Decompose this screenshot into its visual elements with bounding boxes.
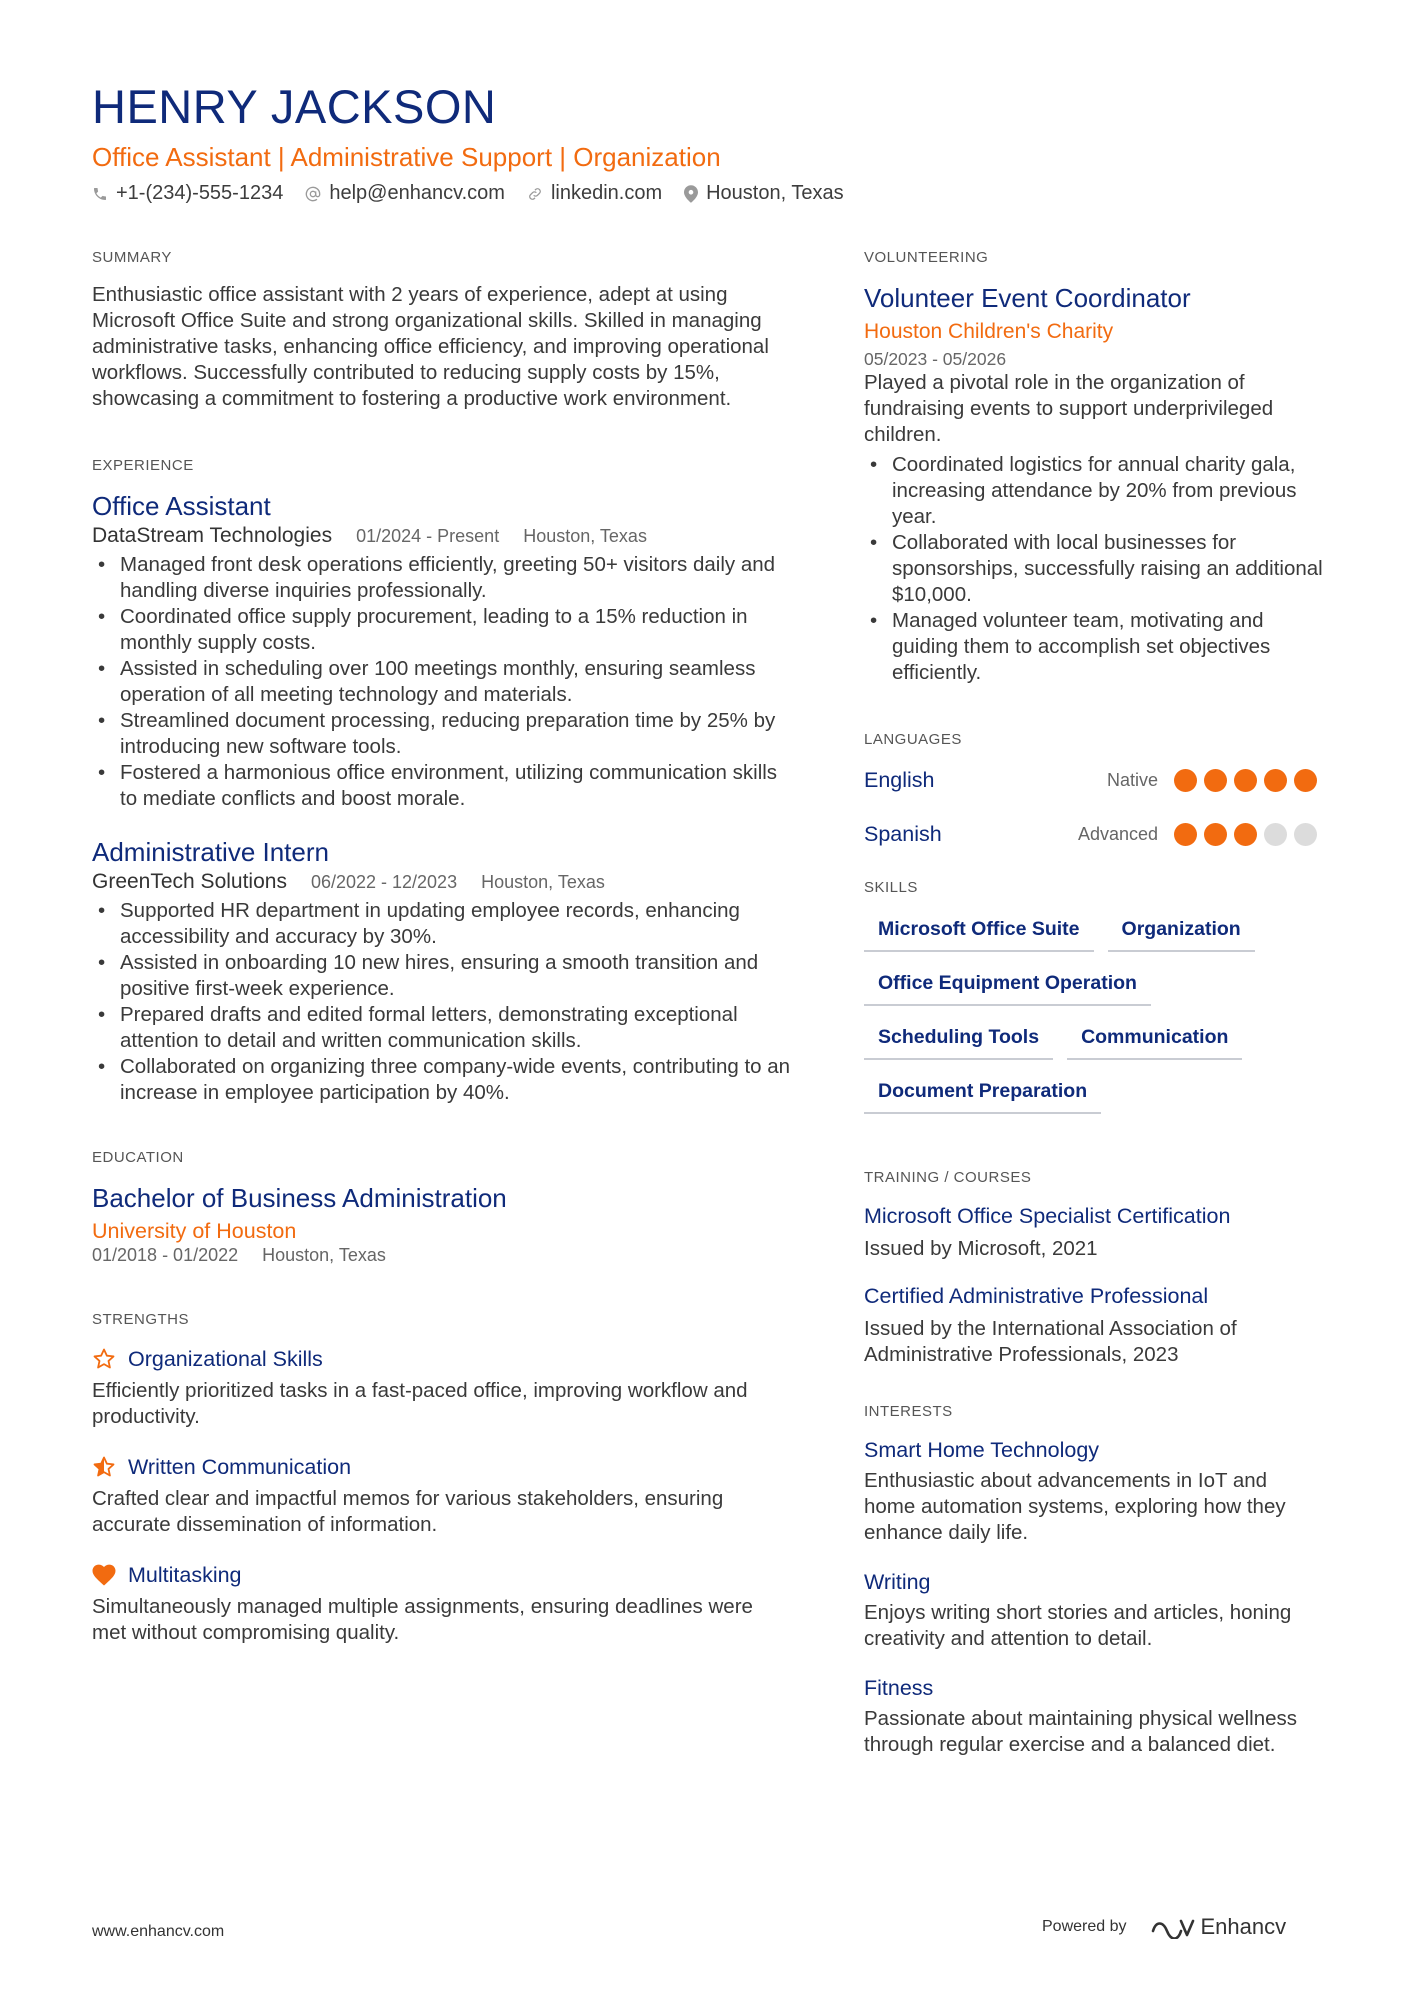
job-title: Office Assistant bbox=[92, 491, 271, 521]
education-dates: 01/2018 - 01/2022 bbox=[92, 1245, 239, 1265]
contact-bar bbox=[92, 182, 1332, 205]
job-dates: 01/2024 - Present bbox=[356, 526, 500, 546]
strength-desc: Simultaneously managed multiple assignments, ensuring deadlines were met without compromising quality. bbox=[92, 1595, 753, 1644]
job-location: Houston, Texas bbox=[481, 872, 605, 892]
education-section bbox=[92, 1148, 792, 1266]
bullet-item: • Assisted in onboarding 10 new hires, ensuring a smooth transition and positive first-week experience. bbox=[92, 950, 792, 1002]
bullet-item: • Fostered a harmonious office environment, utilizing communication skills to mediate conflicts and boost morale. bbox=[92, 760, 792, 812]
interest-desc: Enthusiastic about advancements in IoT and home automation systems, exploring how they enhance daily life. bbox=[864, 1469, 1286, 1544]
job-title: Administrative Intern bbox=[92, 837, 329, 867]
interests-section bbox=[864, 1402, 1324, 1758]
strength-item bbox=[92, 1344, 792, 1430]
interest-title: Writing bbox=[864, 1570, 931, 1594]
languages-section bbox=[864, 730, 1324, 850]
education-degree: Bachelor of Business Administration bbox=[92, 1183, 507, 1213]
strength-title: Organizational Skills bbox=[128, 1347, 323, 1371]
interest-desc: Enjoys writing short stories and articles, honing creativity and attention to detail. bbox=[864, 1601, 1292, 1650]
languages-heading: LANGUAGES bbox=[864, 731, 962, 748]
strength-title: Written Communication bbox=[128, 1455, 352, 1479]
bullet-item: • Managed volunteer team, motivating and guiding them to accomplish set objectives efficiently. bbox=[864, 608, 1324, 686]
job-meta bbox=[92, 870, 792, 894]
bullet-item: • Assisted in scheduling over 100 meetings monthly, ensuring seamless operation of all meeting technology and materials. bbox=[92, 656, 792, 708]
bullet-item: • Supported HR department in updating employee records, enhancing accessibility and accuracy by 30%. bbox=[92, 898, 792, 950]
language-name: Spanish bbox=[864, 821, 942, 846]
volunteer-bullets bbox=[864, 452, 1324, 686]
training-section bbox=[864, 1168, 1324, 1368]
right-column bbox=[864, 248, 1324, 1804]
rating-dot-empty bbox=[1264, 823, 1287, 846]
interest-item bbox=[864, 1436, 1324, 1546]
language-rating bbox=[1174, 823, 1324, 846]
rating-dot-filled bbox=[1264, 769, 1287, 792]
skill-tag: Scheduling Tools bbox=[864, 1020, 1053, 1060]
job-entry bbox=[92, 490, 792, 812]
brand-name: Enhancv bbox=[1200, 1914, 1287, 1939]
course-title: Microsoft Office Specialist Certification bbox=[864, 1204, 1231, 1228]
interest-item bbox=[864, 1674, 1324, 1758]
bullet-item: • Collaborated on organizing three company-wide events, contributing to an increase in employee participation by 40%. bbox=[92, 1054, 792, 1106]
job-location: Houston, Texas bbox=[523, 526, 647, 546]
contact-phone bbox=[92, 182, 283, 205]
interest-item bbox=[864, 1568, 1324, 1652]
education-meta bbox=[92, 1245, 792, 1266]
brand-logo[interactable] bbox=[1149, 1914, 1287, 1940]
phone-icon bbox=[92, 186, 108, 202]
experience-section bbox=[92, 456, 792, 1106]
education-heading: EDUCATION bbox=[92, 1149, 184, 1166]
rating-dot-filled bbox=[1294, 769, 1317, 792]
summary-heading: SUMMARY bbox=[92, 249, 172, 266]
link-icon bbox=[527, 186, 543, 202]
rating-dot-filled bbox=[1174, 823, 1197, 846]
candidate-tagline: Office Assistant | Administrative Support | Organization bbox=[92, 142, 721, 172]
skill-tag: Document Preparation bbox=[864, 1074, 1101, 1114]
language-row bbox=[864, 764, 1324, 796]
volunteer-dates: 05/2023 - 05/2026 bbox=[864, 349, 1007, 369]
at-icon bbox=[305, 186, 321, 202]
rating-dot-filled bbox=[1174, 769, 1197, 792]
star-half-icon bbox=[92, 1455, 116, 1479]
volunteer-org: Houston Children's Charity bbox=[864, 320, 1114, 343]
bullet-item: • Prepared drafts and edited formal letters, demonstrating exceptional attention to detail and written communication skills. bbox=[92, 1002, 792, 1054]
language-level: Native bbox=[1106, 769, 1158, 790]
course-item bbox=[864, 1282, 1324, 1368]
strengths-section bbox=[92, 1310, 792, 1646]
interest-desc: Passionate about maintaining physical wellness through regular exercise and a balanced diet. bbox=[864, 1707, 1298, 1756]
course-item bbox=[864, 1202, 1324, 1262]
training-heading: TRAINING / COURSES bbox=[864, 1169, 1032, 1186]
education-location: Houston, Texas bbox=[262, 1245, 386, 1265]
skill-tag: Office Equipment Operation bbox=[864, 966, 1151, 1006]
volunteering-section bbox=[864, 248, 1324, 686]
language-row bbox=[864, 818, 1324, 850]
rating-dot-empty bbox=[1294, 823, 1317, 846]
language-rating bbox=[1174, 769, 1324, 792]
heart-icon bbox=[92, 1564, 116, 1586]
strength-item bbox=[92, 1560, 792, 1646]
job-entry bbox=[92, 836, 792, 1106]
volunteer-desc: Played a pivotal role in the organization of fundraising events to support underprivileged children. bbox=[864, 371, 1274, 446]
strength-desc: Crafted clear and impactful memos for various stakeholders, ensuring accurate dissemination of information. bbox=[92, 1487, 724, 1536]
summary-section bbox=[92, 248, 792, 412]
skills-list bbox=[864, 912, 1324, 1128]
job-bullets bbox=[92, 898, 792, 1106]
resume-header bbox=[92, 80, 1332, 205]
contact-email[interactable] bbox=[305, 182, 505, 205]
strength-head bbox=[92, 1560, 792, 1590]
education-school: University of Houston bbox=[92, 1219, 297, 1243]
skill-tag: Organization bbox=[1108, 912, 1255, 952]
job-bullets bbox=[92, 552, 792, 812]
skill-tag: Communication bbox=[1067, 1020, 1242, 1060]
strength-desc: Efficiently prioritized tasks in a fast-paced office, improving workflow and productivity. bbox=[92, 1379, 748, 1428]
skills-section bbox=[864, 878, 1324, 1128]
phone-text: +1-(234)-555-1234 bbox=[116, 182, 284, 204]
rating-dot-filled bbox=[1234, 769, 1257, 792]
bullet-item: • Managed front desk operations efficiently, greeting 50+ visitors daily and handling diverse inquiries professionally. bbox=[92, 552, 792, 604]
location-text: Houston, Texas bbox=[706, 182, 844, 204]
email-text[interactable]: help@enhancv.com bbox=[329, 182, 505, 204]
course-desc: Issued by Microsoft, 2021 bbox=[864, 1237, 1098, 1260]
rating-dot-filled bbox=[1234, 823, 1257, 846]
language-name: English bbox=[864, 767, 935, 792]
job-company: GreenTech Solutions bbox=[92, 870, 287, 893]
job-dates: 06/2022 - 12/2023 bbox=[310, 872, 458, 892]
interest-title: Fitness bbox=[864, 1676, 934, 1700]
language-level: Advanced bbox=[1077, 823, 1158, 844]
volunteering-heading: VOLUNTEERING bbox=[864, 249, 989, 266]
bullet-item: • Coordinated office supply procurement, leading to a 15% reduction in monthly supply costs. bbox=[92, 604, 792, 656]
bullet-item: • Collaborated with local businesses for sponsorships, successfully raising an additional $10,000. bbox=[864, 530, 1324, 608]
strength-item bbox=[92, 1452, 792, 1538]
interest-title: Smart Home Technology bbox=[864, 1438, 1100, 1462]
contact-location bbox=[684, 182, 844, 205]
strength-head bbox=[92, 1452, 792, 1482]
footer-branding bbox=[1042, 1914, 1286, 1940]
strength-title: Multitasking bbox=[128, 1563, 242, 1587]
experience-heading: EXPERIENCE bbox=[92, 457, 194, 474]
rating-dot-filled bbox=[1204, 769, 1227, 792]
skill-tag: Microsoft Office Suite bbox=[864, 912, 1094, 952]
linkedin-text[interactable]: linkedin.com bbox=[550, 182, 663, 204]
bullet-item: • Streamlined document processing, reducing preparation time by 25% by introducing new software tools. bbox=[92, 708, 792, 760]
contact-linkedin[interactable] bbox=[527, 182, 662, 205]
powered-by-label: Powered by bbox=[1042, 1918, 1127, 1935]
job-company: DataStream Technologies bbox=[92, 524, 333, 547]
interests-heading: INTERESTS bbox=[864, 1403, 953, 1420]
location-pin-icon bbox=[684, 185, 698, 203]
summary-text: Enthusiastic office assistant with 2 years of experience, adept at using Microsoft Office Suite and strong organizational skills. Skilled in managing administrative tasks, enhancing office efficiency, and improving operational workflows. Successfully contributed to reducing supply costs by 15%, showcasing a commitment to fostering a productive work environment. bbox=[92, 283, 769, 410]
volunteer-role: Volunteer Event Coordinator bbox=[864, 283, 1191, 313]
skills-heading: SKILLS bbox=[864, 879, 918, 896]
left-column bbox=[92, 248, 792, 1692]
course-desc: Issued by the International Association of Administrative Professionals, 2023 bbox=[864, 1317, 1237, 1366]
candidate-name: HENRY JACKSON bbox=[92, 80, 497, 133]
star-outline-icon bbox=[92, 1347, 116, 1371]
job-meta bbox=[92, 524, 792, 548]
strength-head bbox=[92, 1344, 792, 1374]
footer-website[interactable]: www.enhancv.com bbox=[92, 1923, 225, 1940]
rating-dot-filled bbox=[1204, 823, 1227, 846]
enhancv-logo-icon bbox=[1149, 1915, 1195, 1939]
course-title: Certified Administrative Professional bbox=[864, 1284, 1209, 1308]
strengths-heading: STRENGTHS bbox=[92, 1311, 190, 1328]
bullet-item: • Coordinated logistics for annual charity gala, increasing attendance by 20% from previous year. bbox=[864, 452, 1324, 530]
